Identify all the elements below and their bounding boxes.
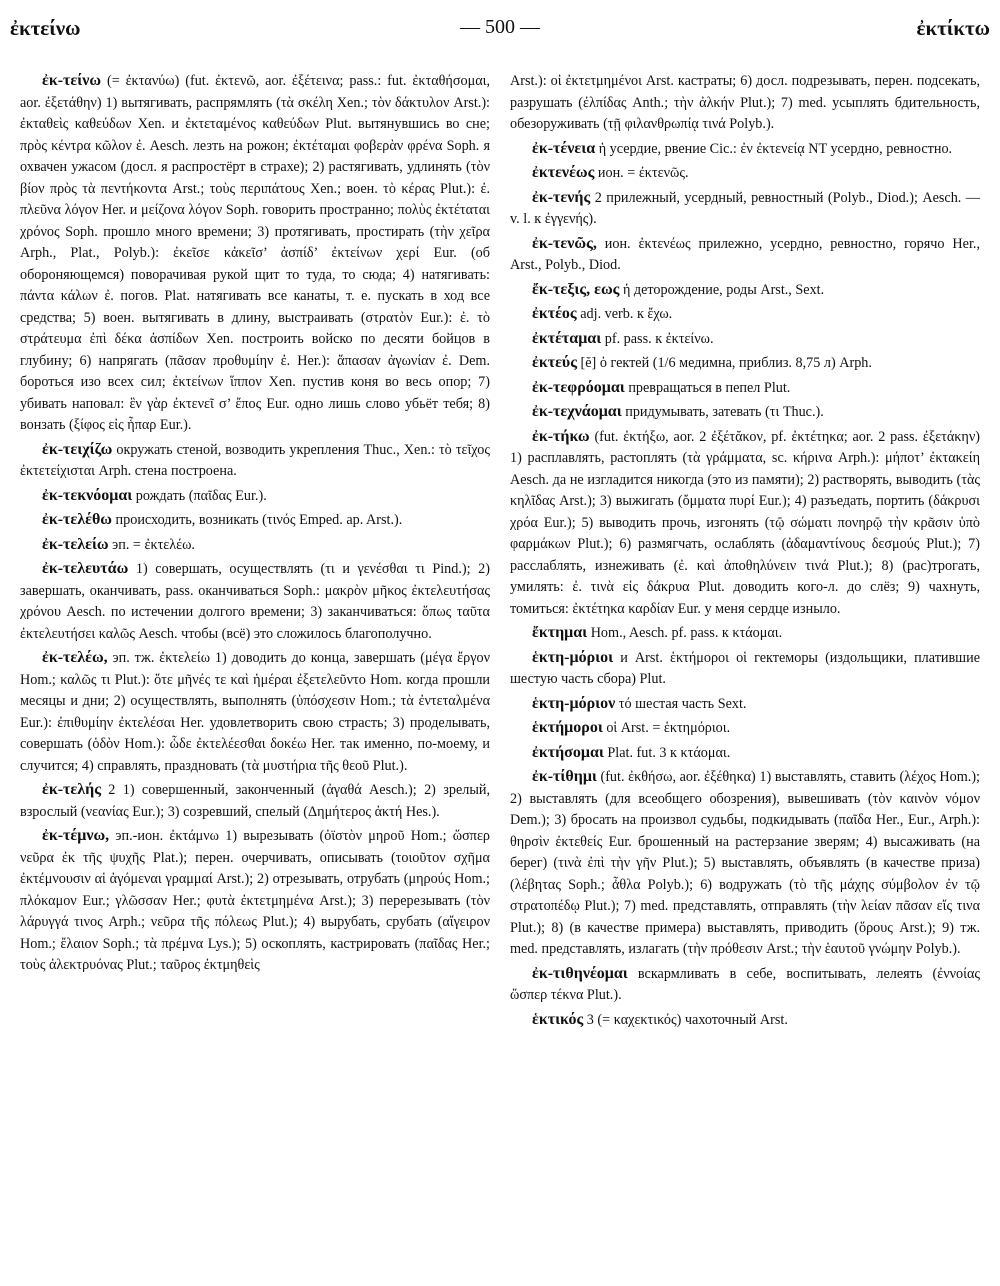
headword: ἐκ-τεκνόομαι bbox=[42, 486, 133, 504]
dictionary-entry bbox=[510, 742, 980, 765]
headword: ἐκ-τειχίζω bbox=[42, 440, 113, 458]
headword: ἐκ-τιθηνέομαι bbox=[532, 964, 628, 982]
definition: и Arst. ἑκτήμοροι οἱ гектеморы (издольщики, платившие шестую часть сбора) Plut. bbox=[510, 649, 980, 687]
headword: ἐκτέος bbox=[532, 305, 577, 322]
header-last-word: ἐκτίκτω bbox=[916, 16, 990, 40]
headword: ἐκ-τενής bbox=[532, 188, 591, 206]
definition: οἱ Arst. = ἑκτημόριοι. bbox=[602, 720, 731, 736]
definition: 3 (= καχεκτικός) чахоточный Arst. bbox=[583, 1011, 788, 1028]
definition: Plat. fut. 3 к κτάομαι. bbox=[603, 744, 731, 761]
headword: ἐκ-τελέω, bbox=[42, 649, 108, 666]
definition: эп. = ἐκτελέω. bbox=[108, 536, 195, 553]
headword: ἐκ-τήκω bbox=[532, 427, 590, 445]
headword: ἐκ-τέμνω, bbox=[42, 827, 110, 844]
headword: ἐκ-τενῶς, bbox=[532, 234, 597, 252]
dictionary-entry bbox=[510, 1009, 980, 1032]
dictionary-entry bbox=[20, 825, 490, 977]
dictionary-entry bbox=[510, 352, 980, 375]
definition: τό шестая часть Sext. bbox=[615, 695, 747, 712]
definition: adj. verb. к ἔχω. bbox=[576, 306, 673, 322]
definition: Hom., Aesch. pf. pass. к κτάομαι. bbox=[587, 625, 783, 641]
definition: 1) совершать, осуществлять (τι и γενέσθαι τι Pind.); 2) завершать, оканчивать, pass. оканчиваться Soph.: μακρὸν μῆκος ἐκτελευτήσας χρόνου Aesch. по истечении долгого времени; 3) заканчиваться: ὅπως ταῦτα ἐκτελευτήσει καλῶς Aesch. чтобы (всё) это сложилось благополучно. bbox=[20, 561, 490, 642]
headword: ἐκ-τελείω bbox=[42, 535, 109, 553]
headword: ἐκ-τεφρόομαι bbox=[532, 378, 625, 396]
definition: эп.-ион. ἐκτάμνω 1) вырезывать (ὀϊστὸν μηροῦ Hom.; ὥσπερ νεῦρα ἐκ τῆς ψυχῆς Plat.); перен. очерчивать, описывать (τοιοῦτον σχῆμα ἐκτέμνουσιν αἱ ἀγόμεναι γραμμαί Arst.); 2) отрезывать, отрубать (μηρούς Hom.; πλόκαμον Eur.; γλῶσσαν Her.; φυτὰ ἐκτετμημένα Arst.); 3) перерезывать (τὸν λάρυγγά τινος Arph.; νεῦρα τῆς πόλεως Plut.); 4) вырубать, срубать (αἴγειρον Hom.; ἔλαιον Soph.; τὰ πρέμνα Lys.); 5) оскоплять, кастрировать (παῖδας Her.; τοὺς ἀλεκτρυόνας Plut.; ταῦρος ἐκτμηθεὶς bbox=[20, 828, 490, 973]
definition: Arst.): οἱ ἐκτετμημένοι Arst. кастраты; 6) досл. подрезывать, перен. подсекать, разрушать (ἐλπίδας Anth.; τὴν ἀλκήν Plut.); 7) med. усыплять бдительность, обезоруживать (τῇ φιλανθρωπίᾳ τινά Polyb.). bbox=[510, 73, 980, 132]
definition: (= ἐκτανύω) (fut. ἐκτενῶ, aor. ἐξέτεινα; pass.: fut. ἐκταθήσομαι, aor. ἐξετάθην) 1) вытягивать, распрямлять (τὰ σκέλη Xen.; τὸν δάκτυλον Arst.): ἐκταθεὶς καθεύδων Xen. и ἐκτεταμένος καθεύδων Plut. вытянувшись во сне; πρὸς κέντρα κῶλον ἐ. Aesch. лезть на рожон; ἐκτέταμαι φοβερὰν φρένα Soph. я охвачен ужасом (досл. я распростёрт в страхе); 2) растягивать, удлинять (τὸν βίον πρὸς τὰ πεντήκοντα Arst.; τοὺς περιπάτους Xen.; воен. τὸ κέρας Plut.): ἐ. πλεῦνα λόγον Her. и μείζονα λόγον Soph. говорить пространно; πολὺς ἐκτέταται χρόνος Soph. прошло много времени; 3) протягивать, простирать (τὴν χεῖρα Arph., Plat., Polyb.): ἐκεῖσε κἀκεῖσ’ ἀσπίδ’ ἐκτείνων χερί Eur. (об обороняющемся) поворачивая рукой щит то туда, то сюда; 4) натягивать: πάντα κάλων ἐ. погов. Plat. натягивать все канаты, т. е. пускать в ход все средства; 5) воен. вытягивать в длину, выстраивать (στρατὸν Eur.): ἐ. τὸ στράτευμα ἐπὶ δέκα ἀσπίδων Xen. построить войско по десяти бойцов в глубину; 6) напрягать (πᾶσαν προθυμίην ἐ. Her.): ἅπασαν ἀγωνίαν ἐ. Dem. бороться изо всех сил; ἐκτείνων ἵππον Xen. пустив коня во весь опор; 7) убивать наповал: ἓν γὰρ ἐκτενεῖ σ’ ἔπος Eur. одно лишь слово убьёт тебя; 8) вонзать (ξίφος εἰς ἧπαρ Eur.). bbox=[20, 73, 490, 433]
headword: ἔκ-τεξις, εως bbox=[532, 280, 620, 298]
running-head bbox=[10, 16, 990, 46]
dictionary-entry bbox=[510, 303, 980, 326]
page-number: — 500 — bbox=[460, 16, 540, 38]
left-column bbox=[20, 70, 490, 1280]
headword: ἐκτεύς bbox=[532, 354, 577, 371]
dictionary-entry bbox=[20, 779, 490, 823]
dictionary-entry bbox=[510, 138, 980, 161]
headword: ἐκ-τελέθω bbox=[42, 511, 112, 528]
dictionary-entry bbox=[20, 439, 490, 483]
dictionary-entry bbox=[510, 328, 980, 351]
definition: окружать стеной, возводить укрепления Thuc., Xen.: τὸ τεῖχος ἐκτετείχισται Arph. стена построена. bbox=[20, 441, 490, 479]
definition: ион. ἐκτενέως прилежно, усердно, ревностно, горячо Her., Arst., Polyb., Diod. bbox=[510, 235, 980, 273]
dictionary-entry bbox=[20, 647, 490, 777]
dictionary-entry bbox=[510, 426, 980, 621]
definition: вскармливать в себе, воспитывать, лелеять (ἐννοίας ὥσπερ τέκνα Plut.). bbox=[510, 965, 980, 1003]
headword: ἑκτήμοροι bbox=[532, 719, 603, 736]
headword: ἔκτημαι bbox=[532, 624, 588, 641]
definition: рождать (παῖδας Eur.). bbox=[132, 487, 267, 504]
dictionary-entry bbox=[510, 766, 980, 961]
dictionary-entry bbox=[20, 485, 490, 508]
definition: 2 прилежный, усердный, ревностный (Polyb., Diod.); Aesch. — v. l. к ἐγγενής). bbox=[510, 189, 980, 227]
dictionary-entry bbox=[510, 963, 980, 1007]
entry-continuation bbox=[510, 70, 980, 136]
headword: ἐκ-τίθημι bbox=[532, 768, 597, 785]
definition: эп. тж. ἐκτελείω 1) доводить до конца, завершать (μέγα ἔργον Hom.; καλῶς τι Plut.): ὅτε μῆνές τε καὶ ἡμέραι ἐξετελεῦντο Hom. когда прошли месяцы и дни; 2) осуществлять, выполнять (ὑπόσχεσιν Hom.; τὰ ἐντεταλμένα Eur.): ἐπιθυμίην ἐκτελέσαι Her. удовлетворить свою страсть; 3) проделывать, совершать (ὁδὸν Hom.): ὧδε ἐκτελέεσθαι δοκέω Her. так именно, по-моему, и случится; 4) справлять, праздновать (τὰ μυστήρια τῆς θεοῦ Plut.). bbox=[20, 650, 490, 774]
headword: ἐκ-τελής bbox=[42, 781, 101, 798]
dictionary-entry bbox=[510, 622, 980, 645]
definition: ион. = ἐκτενῶς. bbox=[594, 165, 689, 181]
dictionary-entry bbox=[510, 377, 980, 400]
headword: ἐκ-τείνω bbox=[42, 72, 102, 89]
dictionary-entry bbox=[510, 187, 980, 231]
dictionary-entry bbox=[510, 401, 980, 424]
definition: ἡ деторождение, роды Arst., Sext. bbox=[619, 281, 825, 298]
dictionary-entry bbox=[510, 693, 980, 716]
headword: ἐκ-τελευτάω bbox=[42, 560, 129, 577]
definition: (fut. ἐκθήσω, aor. ἐξέθηκα) 1) выставлять, ставить (λέχος Hom.); 2) выставлять (для всеобщего обозрения), вывешивать (τὸν καινὸν νόμον Dem.); 3) бросать на произвол судьбы, подкидывать (παῖδα Her., Eur., Arph.): θηρσὶν ἐκτεθείς Eur. брошенный на растерзание зверям; 4) высаживать (на берег) (τινὰ ἐπὶ τὴν γῆν Plut.); 5) выставлять, объявлять (в качестве приза) (λέβητας Soph.; ἆθλα Polyb.); 6) водружать (τὸ τῆς μάχης σύμβολον ἐν τῷ στρατοπέδῳ Plut.); 7) med. представлять, отправлять (τὴν λείαν πᾶσαν εἴς τινα Plut.); 8) (в качестве примера) выставлять, приводить (ὅρους Arst.); 9) тж. med. представлять, излагать (τὴν πρόθεσιν Arst.; τὴν ἑαυτοῦ γνώμην Polyb.). bbox=[510, 769, 980, 957]
definition: (fut. ἐκτήξω, aor. 2 ἐξέτᾰκον, pf. ἐκτέτηκα; aor. 2 pass. ἐξετάκην) 1) расплавлять, растоплять (τὰ γράμματα, sc. κήρινα Arph.): μήποτ’ ἐκτακείη Aesch. да не изгладится никогда (это из памяти); 2) растворять, выводить (τὰς κηλῖδας Arst.); 3) выжигать (ὄμματα πυρί Eur.); 4) разъедать, портить (δάκρυσι χρόα Eur.); 5) выводить прочь, изгонять (τῷ σώματι πονηρῷ τὴν κρᾶσιν ὑπὸ φαρμάκων Plut.); 6) размягчать, ослаблять (ἀδαμαντίνους δεσμούς Plut.); 7) расслаблять, изнеживать (ἐ. καὶ ἀποθηλύνειν τινά Plut.); 8) (рас)трогать, умилять: ἐ. τινὰ εἰς δάκρυα Plut. доводить кого-л. до слёз; 9) чахнуть, томиться: ἐκτέτηκα καρδίαν Eur. у меня сердце изныло. bbox=[510, 428, 980, 617]
dictionary-entry bbox=[20, 509, 490, 532]
headword: ἑκτη-μόριον bbox=[532, 694, 616, 712]
right-column bbox=[510, 70, 980, 1280]
header-first-word: ἐκτείνω bbox=[10, 16, 81, 40]
definition: превращаться в пепел Plut. bbox=[624, 379, 791, 396]
headword: ἐκτήσομαι bbox=[532, 743, 604, 761]
definition: придумывать, затевать (τι Thuc.). bbox=[621, 404, 824, 420]
dictionary-entry bbox=[510, 717, 980, 740]
definition: [ĕ] ὁ гектей (1/6 медимна, приблиз. 8,75 л) Arph. bbox=[576, 355, 872, 371]
dictionary-entry bbox=[510, 233, 980, 277]
definition: 2 1) совершенный, законченный (ἀγαθά Aesch.); 2) зрелый, взрослый (νεανίας Eur.); 3) созревший, спелый (Δημήτερος ἀκτή Hes.). bbox=[20, 782, 490, 820]
definition: pf. pass. к ἐκτείνω. bbox=[601, 330, 714, 347]
dictionary-entry bbox=[20, 558, 490, 645]
dictionary-entry bbox=[20, 70, 490, 437]
headword: ἐκτενέως bbox=[532, 164, 595, 181]
headword: ἐκτέταμαι bbox=[532, 329, 602, 347]
definition: ἡ усердие, рвение Cic.: ἐν ἐκτενείᾳ NT усердно, ревностно. bbox=[595, 140, 953, 157]
headword: ἑκτικός bbox=[532, 1010, 584, 1028]
dictionary-entry bbox=[510, 279, 980, 302]
headword: ἐκ-τεχνάομαι bbox=[532, 403, 622, 420]
dictionary-entry bbox=[510, 647, 980, 691]
headword: ἑκτη-μόριοι bbox=[532, 648, 614, 666]
definition: происходить, возникать (τινός Emped. ap. Arst.). bbox=[112, 512, 403, 528]
dictionary-entry bbox=[20, 534, 490, 557]
dictionary-entry bbox=[510, 162, 980, 185]
headword: ἐκ-τένεια bbox=[532, 139, 596, 157]
